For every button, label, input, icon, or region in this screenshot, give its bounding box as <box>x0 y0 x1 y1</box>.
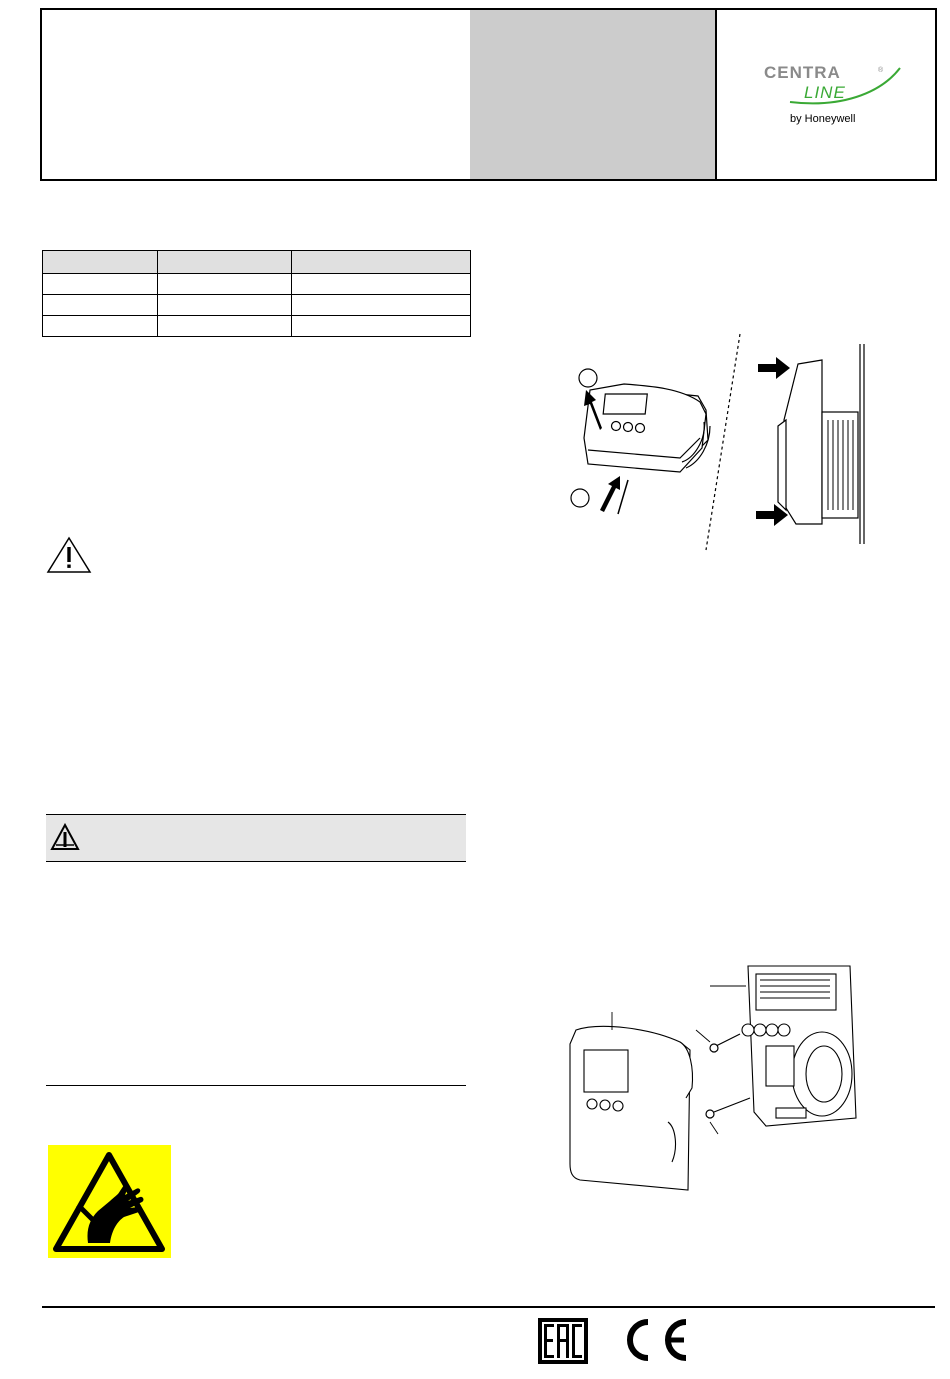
header-divider <box>715 10 717 179</box>
table-row <box>43 274 471 295</box>
step-marker-2 <box>571 489 589 507</box>
table-header-cell <box>43 251 158 274</box>
caution-triangle-icon <box>50 823 80 851</box>
table-cell <box>292 295 471 316</box>
eac-conformity-mark <box>538 1318 588 1364</box>
logo-text-centra: CENTRA <box>764 63 841 82</box>
table-cell <box>43 316 158 337</box>
ce-conformity-mark <box>616 1316 692 1364</box>
warning-triangle-icon <box>46 536 92 574</box>
table-cell <box>158 274 292 295</box>
table-row <box>43 295 471 316</box>
logo-text-line: LINE <box>804 83 846 102</box>
esd-sensitive-device-icon <box>48 1145 171 1258</box>
step-marker-1 <box>579 369 597 387</box>
table-cell <box>292 274 471 295</box>
logo-registered-mark: ® <box>878 67 884 74</box>
table-header-row <box>43 251 471 274</box>
info-table <box>42 250 471 337</box>
table-cell <box>43 274 158 295</box>
table-row <box>43 316 471 337</box>
table-header-cell <box>292 251 471 274</box>
header-gray-panel <box>470 10 715 179</box>
logo-byline: by Honeywell <box>790 113 856 125</box>
footer-rule <box>42 1306 935 1308</box>
centraline-logo <box>760 62 910 132</box>
table-cell <box>158 295 292 316</box>
cover-removal-illustration <box>560 330 880 560</box>
exploded-assembly-illustration <box>560 958 860 1203</box>
table-cell <box>43 295 158 316</box>
caution-band <box>46 814 466 862</box>
table-cell <box>158 316 292 337</box>
table-header-cell <box>158 251 292 274</box>
table-cell <box>292 316 471 337</box>
section-separator <box>46 1085 466 1086</box>
